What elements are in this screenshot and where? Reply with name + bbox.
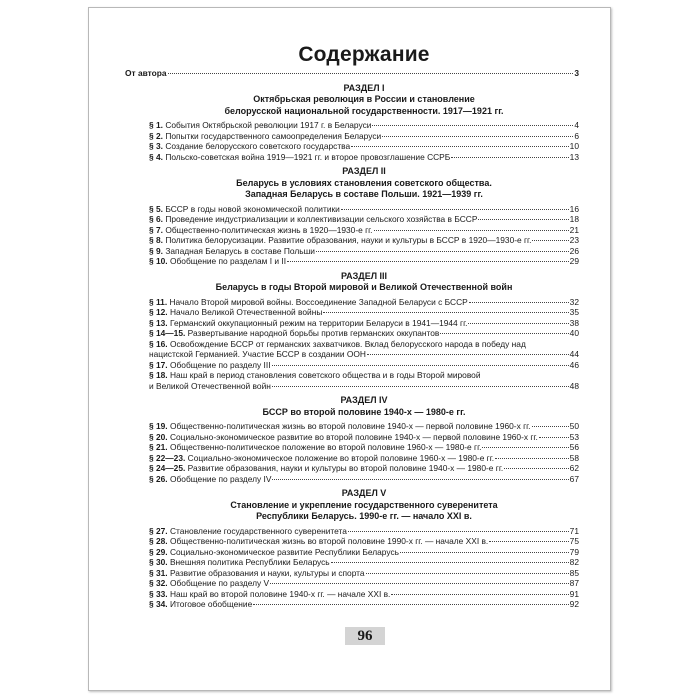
entry-page: 13 xyxy=(569,151,579,162)
entry-page: 87 xyxy=(569,578,579,588)
dot-leader xyxy=(482,447,568,448)
entry-label xyxy=(149,421,531,432)
entry-page: 38 xyxy=(569,317,579,328)
entry-label xyxy=(149,246,315,257)
toc-entry[interactable] xyxy=(149,349,579,360)
entry-page: 21 xyxy=(569,224,579,235)
entry-text: Социально-экономическое развитие во второй половине 1940-х — первой половине 1960-х гг. xyxy=(169,431,538,442)
entry-text: Становление государственного суверенитета xyxy=(169,525,347,536)
entry-text: От автора xyxy=(125,68,167,78)
entry-page: 35 xyxy=(569,307,579,317)
entry-number: § 8. xyxy=(149,235,163,245)
entry-label xyxy=(149,120,371,131)
section-subtitle: белорусской национальной государственности. 1917—1921 гг. xyxy=(224,105,504,116)
entry-page: 82 xyxy=(569,557,579,567)
section-heading: РАЗДЕЛ V xyxy=(341,488,387,498)
toc-entry[interactable] xyxy=(149,307,579,318)
dot-leader xyxy=(351,146,568,147)
toc-entry[interactable] xyxy=(149,360,579,371)
entry-number: § 3. xyxy=(149,141,163,151)
dot-leader xyxy=(382,136,573,137)
toc-entry[interactable] xyxy=(149,421,579,432)
dot-leader xyxy=(440,333,568,334)
entry-text: Германский оккупационный режим на территории Беларуси в 1941—1944 гг. xyxy=(169,317,468,328)
entry-page: 75 xyxy=(569,536,579,546)
dot-leader xyxy=(168,73,574,74)
dot-leader xyxy=(366,573,569,574)
entry-text: Социально-экономическое положение во второй половине 1960-х — 1980-е гг. xyxy=(187,452,495,463)
entry-page: 62 xyxy=(569,463,579,473)
toc-entry-author[interactable] xyxy=(125,68,579,79)
entry-text: Обобщение по разделу V xyxy=(169,578,270,588)
section-subtitle: Беларусь в годы Второй мировой и Великой Отечественной войн xyxy=(215,282,513,292)
dot-leader xyxy=(539,437,569,438)
section-subtitle: БССР во второй половине 1940-х — 1980-е гг. xyxy=(262,406,466,417)
entry-number: § 24—25. xyxy=(149,463,186,473)
entry-number: § 17. xyxy=(149,359,168,370)
entry-page: 56 xyxy=(569,442,579,452)
dot-leader xyxy=(372,125,573,126)
entry-text: Начало Великой Отечественной войны xyxy=(169,307,323,317)
entry-text: Западная Беларусь в составе Польши xyxy=(165,245,315,256)
entry-text: Проведение индустриализации и коллективизации сельского хозяйства в БССР xyxy=(165,214,478,224)
toc-entry[interactable] xyxy=(149,442,579,453)
entry-page: 29 xyxy=(569,256,579,266)
entry-number: § 10. xyxy=(149,256,168,266)
entry-number: § 21. xyxy=(149,442,168,452)
entry-page: 10 xyxy=(569,141,579,151)
dot-leader xyxy=(532,240,568,241)
dot-leader xyxy=(504,468,568,469)
dot-leader xyxy=(272,479,568,480)
entry-page: 53 xyxy=(569,431,579,442)
entry-label xyxy=(149,225,373,236)
entry-text: БССР в годы новой экономической политики xyxy=(165,203,340,214)
entry-label xyxy=(149,526,347,537)
dot-leader xyxy=(468,323,568,324)
entry-number: § 22—23. xyxy=(149,452,186,463)
entry-text: Обобщение по разделам I и II xyxy=(169,256,287,266)
entry-number: § 18. xyxy=(149,370,168,380)
entry-number: § 7. xyxy=(149,224,163,235)
entry-label xyxy=(149,256,286,267)
sections-container xyxy=(149,83,579,610)
entry-number: § 4. xyxy=(149,151,163,162)
entry-page: 16 xyxy=(569,203,579,214)
entry-label xyxy=(149,328,439,339)
toc-entry[interactable] xyxy=(149,474,579,485)
toc-entry[interactable] xyxy=(149,463,579,474)
section-subtitle: Беларусь в условиях становления советского общества. xyxy=(236,177,492,188)
entry-text: Обобщение по разделу III xyxy=(169,359,271,370)
entry-page: 71 xyxy=(569,525,579,536)
dot-leader xyxy=(391,594,568,595)
toc-entry[interactable] xyxy=(149,599,579,610)
entry-page: 48 xyxy=(569,380,579,391)
entry-text: Итоговое обобщение xyxy=(169,599,253,609)
dot-leader xyxy=(323,312,568,313)
entry-label xyxy=(149,152,450,163)
dot-leader xyxy=(489,541,568,542)
dot-leader xyxy=(400,552,569,553)
section-heading: РАЗДЕЛ II xyxy=(342,166,386,176)
dot-leader xyxy=(495,458,569,459)
section-header xyxy=(149,488,579,523)
entry-text: Общественно-политическое положение во второй половине 1960-х — 1980-е гг. xyxy=(169,442,482,452)
entry-number: § 11. xyxy=(149,296,168,307)
section-subtitle: Республики Беларусь. 1990-е гг. — начало XXI в. xyxy=(256,511,472,521)
toc-entry[interactable] xyxy=(149,318,579,329)
entry-text: Создание белорусского советского государства xyxy=(165,141,351,151)
toc-entry[interactable] xyxy=(149,214,579,225)
entry-number: § 13. xyxy=(149,317,168,328)
dot-leader xyxy=(348,531,569,532)
entry-text-continued: нацистской Германией. Участие БССР в создании ООН xyxy=(149,349,366,359)
entry-page: 32 xyxy=(569,296,579,307)
entry-text-continued: и Великой Отечественной войн xyxy=(149,380,271,391)
toc-entry[interactable] xyxy=(149,568,579,579)
entry-label xyxy=(149,360,271,371)
entry-label xyxy=(149,204,340,215)
toc-entry[interactable] xyxy=(149,589,579,600)
entry-label xyxy=(149,463,503,474)
entry-label xyxy=(149,589,390,600)
section-heading: РАЗДЕЛ III xyxy=(340,270,388,281)
entry-number: § 27. xyxy=(149,525,168,536)
dot-leader xyxy=(478,219,568,220)
toc-entry[interactable] xyxy=(149,225,579,236)
page-title: Содержание xyxy=(298,43,430,66)
entry-label xyxy=(149,578,269,589)
entry-label xyxy=(149,297,468,308)
entry-text: Обобщение по разделу IV xyxy=(169,473,272,484)
entry-text: Наш край во второй половине 1940-х гг. — начале XXI в. xyxy=(169,588,391,599)
entry-page: 58 xyxy=(569,452,579,463)
entry-text: Общественно-политическая жизнь в 1920—1930-е гг. xyxy=(165,224,373,235)
entry-label xyxy=(149,131,381,142)
section-subtitle: Становление и укрепление государственного суверенитета xyxy=(230,499,498,510)
entry-label xyxy=(149,141,350,152)
dot-leader xyxy=(341,209,569,210)
entry-text: Политика белорусизации. Развитие образования, науки и культуры в БССР в 1920—1930-е гг. xyxy=(165,235,532,245)
section-subtitle: Западная Беларусь в составе Польши. 1921—1939 гг. xyxy=(245,189,483,199)
dot-leader xyxy=(451,157,568,158)
entry-number: § 34. xyxy=(149,599,168,609)
entry-text: Общественно-политическая жизнь во второй половине 1940-х — первой половине 1960-х гг. xyxy=(169,421,531,431)
entry-number: § 20. xyxy=(149,431,168,442)
section-header xyxy=(149,271,579,294)
toc-entry[interactable] xyxy=(149,141,579,152)
toc-entry[interactable] xyxy=(149,131,579,142)
toc-entry[interactable] xyxy=(149,453,579,464)
entry-number: § 16. xyxy=(149,338,168,349)
entry-page: 50 xyxy=(569,421,579,431)
entry-page: 92 xyxy=(569,599,579,609)
toc-entry-line1[interactable] xyxy=(149,339,579,350)
entry-number: § 5. xyxy=(149,203,163,214)
entry-number: § 31. xyxy=(149,567,168,578)
section-header xyxy=(149,83,579,118)
toc-entry[interactable] xyxy=(149,432,579,443)
dot-leader xyxy=(374,230,569,231)
dot-leader xyxy=(287,261,569,262)
entry-text: Начало Второй мировой войны. Воссоединение Западной Беларуси с БССР xyxy=(169,296,468,307)
entry-number: § 30. xyxy=(149,557,168,567)
entry-page: 91 xyxy=(569,588,579,599)
entry-number: § 14—15. xyxy=(149,328,186,338)
entry-text: События Октябрьской революции 1917 г. в Беларуси xyxy=(165,120,372,130)
dot-leader xyxy=(253,604,568,605)
dot-leader xyxy=(469,302,569,303)
entry-label xyxy=(149,568,365,579)
entry-text: Развертывание народной борьбы против германских оккупантов xyxy=(187,328,440,338)
entry-number: § 32. xyxy=(149,578,168,588)
entry-label xyxy=(149,432,538,443)
entry-label xyxy=(149,536,488,547)
section-subtitle: Октябрьская революция в России и становление xyxy=(253,94,475,104)
toc-entry[interactable] xyxy=(149,547,579,558)
entry-page: 46 xyxy=(569,359,579,370)
entry-text: Общественно-политическая жизнь во второй половине 1990-х гг. — начале XXI в. xyxy=(169,536,489,546)
entry-page: 79 xyxy=(569,546,579,557)
dot-leader xyxy=(367,354,569,355)
dot-leader xyxy=(532,426,569,427)
entry-number: § 26. xyxy=(149,473,168,484)
entry-page: 6 xyxy=(574,130,579,141)
dot-leader xyxy=(316,251,569,252)
entry-number: § 19. xyxy=(149,421,168,431)
toc-entry[interactable] xyxy=(149,120,579,131)
entry-page: 67 xyxy=(569,473,579,484)
entry-label xyxy=(149,235,531,246)
entry-page: 44 xyxy=(569,349,579,359)
entry-label xyxy=(149,557,330,568)
toc-entry[interactable] xyxy=(149,246,579,257)
dot-leader xyxy=(272,386,569,387)
dot-leader xyxy=(270,583,569,584)
entry-number: § 9. xyxy=(149,245,163,256)
entry-label xyxy=(149,547,399,558)
entry-label xyxy=(149,442,481,453)
entry-number: § 28. xyxy=(149,536,168,546)
section-heading: РАЗДЕЛ I xyxy=(343,82,385,93)
entry-page: 23 xyxy=(569,235,579,245)
entry-number: § 2. xyxy=(149,130,163,141)
dot-leader xyxy=(272,365,569,366)
entry-label xyxy=(149,318,467,329)
entry-label xyxy=(149,453,494,464)
entry-number: § 29. xyxy=(149,546,168,557)
entry-number: § 12. xyxy=(149,307,168,317)
entry-text: Внешняя политика Республики Беларусь xyxy=(169,557,330,567)
entry-number: § 6. xyxy=(149,214,163,224)
toc-entry[interactable] xyxy=(149,256,579,267)
entry-page: 18 xyxy=(569,214,579,224)
entry-page: 40 xyxy=(569,328,579,338)
section-header xyxy=(149,166,579,201)
toc-entry[interactable] xyxy=(149,578,579,589)
entry-text: Попытки государственного самоопределения Беларуси xyxy=(165,130,382,141)
entry-text: Развитие образования и науки, культуры и спорта xyxy=(169,567,365,578)
entry-label xyxy=(149,599,252,610)
toc-entry[interactable] xyxy=(149,557,579,568)
table-of-contents xyxy=(125,43,579,610)
toc-entry[interactable] xyxy=(149,204,579,215)
toc-entry[interactable] xyxy=(149,328,579,339)
entry-label xyxy=(149,474,271,485)
section-heading: РАЗДЕЛ IV xyxy=(340,395,388,405)
entry-page: 4 xyxy=(574,120,579,130)
entry-text: Социально-экономическое развитие Республики Беларусь xyxy=(169,546,399,557)
toc-entry[interactable] xyxy=(149,381,579,392)
toc-entry[interactable] xyxy=(149,526,579,537)
entry-label xyxy=(149,307,322,318)
entry-text: Польско-советская война 1919—1921 гг. и второе провозглашение ССРБ xyxy=(165,151,451,162)
entry-page: 26 xyxy=(569,245,579,256)
toc-entry[interactable] xyxy=(149,235,579,246)
entry-text: Освобождение БССР от германских захватчиков. Вклад белорусского народа в победу над xyxy=(169,338,526,349)
toc-entry[interactable] xyxy=(149,297,579,308)
entry-page: 3 xyxy=(574,68,579,78)
book-page xyxy=(88,7,611,691)
entry-text: Развитие образования, науки и культуры во второй половине 1940-х — 1980-е гг. xyxy=(187,463,504,473)
toc-entry[interactable] xyxy=(149,536,579,547)
entry-page: 85 xyxy=(569,567,579,578)
dot-leader xyxy=(331,562,569,563)
section-header xyxy=(149,395,579,418)
entry-number: § 33. xyxy=(149,588,168,599)
entry-number: § 1. xyxy=(149,120,163,130)
page-number: 96 xyxy=(345,627,385,645)
entry-label xyxy=(149,214,477,225)
entry-text: Наш край в период становления советского общества и в годы Второй мировой xyxy=(169,370,481,380)
toc-entry-line1[interactable] xyxy=(149,370,579,381)
toc-entry[interactable] xyxy=(149,152,579,163)
